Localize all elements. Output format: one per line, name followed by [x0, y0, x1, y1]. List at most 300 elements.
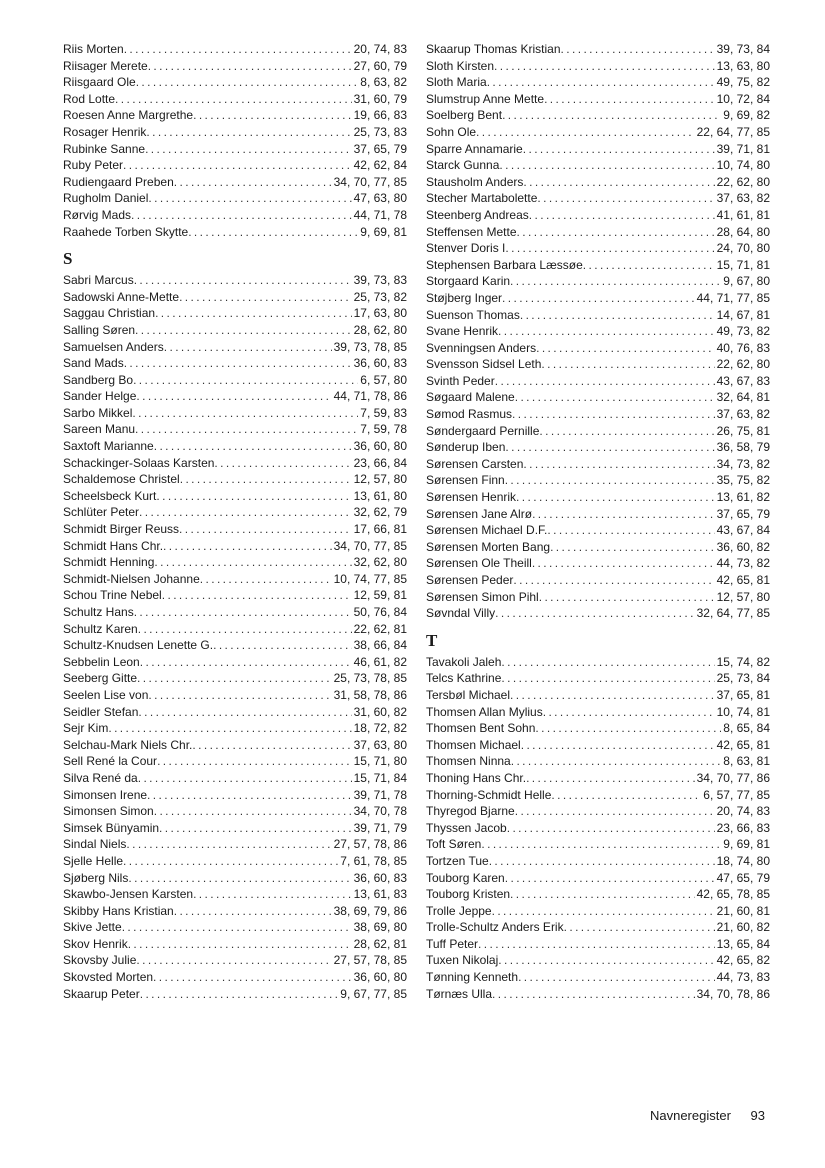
entry-name: Schmidt-Nielsen Johanne — [63, 571, 200, 586]
index-entry — [426, 273, 770, 290]
entry-name: Stenver Doris I — [426, 241, 506, 256]
entry-name: Silva René da — [63, 770, 138, 785]
entry-name: Svinth Peder — [426, 373, 495, 388]
entry-pages: 46, 61, 82 — [353, 654, 407, 669]
index-entry — [63, 207, 407, 224]
leader-dots — [505, 870, 715, 887]
index-entry — [63, 272, 407, 289]
leader-dots — [583, 257, 715, 274]
entry-pages: 15, 71, 81 — [716, 257, 770, 272]
leader-dots — [123, 853, 338, 870]
entry-pages: 40, 76, 83 — [716, 340, 770, 355]
entry-pages: 21, 60, 81 — [716, 903, 770, 918]
entry-name: Sørensen Morten Bang — [426, 539, 551, 554]
entry-pages: 28, 64, 80 — [716, 224, 770, 239]
entry-pages: 39, 73, 84 — [716, 42, 770, 56]
leader-dots — [536, 340, 715, 357]
entry-pages: 15, 74, 82 — [716, 654, 770, 669]
entry-name: Rudiengaard Preben — [63, 174, 174, 189]
entry-name: Steenberg Andreas — [426, 207, 529, 222]
entry-name: Slumstrup Anne Mette — [426, 91, 545, 106]
index-entry — [426, 323, 770, 340]
entry-name: Sørensen Michael D.F. — [426, 523, 548, 538]
index-entry — [63, 587, 407, 604]
leader-dots — [128, 936, 352, 953]
entry-name: Simsek Bünyamin — [63, 820, 160, 835]
index-entry — [63, 903, 407, 920]
entry-pages: 42, 65, 82 — [716, 953, 770, 968]
leader-dots — [532, 506, 715, 523]
entry-name: Schultz-Knudsen Lenette G. — [63, 638, 214, 653]
leader-dots — [523, 174, 714, 191]
index-entry — [426, 373, 770, 390]
entry-pages: 36, 60, 80 — [353, 439, 407, 454]
entry-name: Sloth Maria — [426, 75, 487, 90]
page-number: 93 — [750, 1108, 765, 1123]
entry-pages: 50, 76, 84 — [353, 605, 407, 619]
leader-dots — [498, 952, 714, 969]
index-entry — [63, 637, 407, 654]
leader-dots — [489, 853, 715, 870]
index-column-left — [63, 41, 407, 1002]
leader-dots — [526, 770, 695, 787]
index-entry — [63, 107, 407, 124]
entry-name: Skov Henrik — [63, 936, 128, 951]
entry-name: Seeberg Gitte — [63, 671, 138, 686]
entry-pages: 34, 70, 77, 86 — [696, 770, 770, 785]
leader-dots — [516, 489, 715, 506]
entry-pages: 25, 73, 84 — [716, 671, 770, 686]
index-entry — [426, 389, 770, 406]
entry-pages: 42, 65, 81 — [716, 737, 770, 752]
leader-dots — [487, 74, 715, 91]
entry-pages: 9, 67, 80 — [723, 274, 770, 289]
entry-name: Sømod Rasmus — [426, 407, 513, 422]
entry-pages: 37, 63, 82 — [716, 191, 770, 206]
entry-name: Tuxen Nikolaj — [426, 953, 499, 968]
index-entry — [63, 224, 407, 241]
index-entry — [63, 820, 407, 837]
entry-name: Skaarup Peter — [63, 986, 140, 1001]
entry-pages: 23, 66, 83 — [716, 820, 770, 835]
index-entry — [426, 753, 770, 770]
index-entry — [426, 406, 770, 423]
entry-name: Rugholm Daniel — [63, 191, 149, 206]
leader-dots — [547, 522, 714, 539]
entry-pages: 8, 63, 82 — [360, 75, 407, 90]
entry-pages: 42, 62, 84 — [353, 158, 407, 173]
entry-name: Trolle-Schultz Anders Erik — [426, 920, 564, 935]
leader-dots — [515, 389, 715, 406]
entry-pages: 39, 73, 78, 85 — [333, 339, 407, 354]
entry-pages: 47, 65, 79 — [716, 870, 770, 885]
leader-dots — [541, 356, 714, 373]
entry-name: Schmidt Birger Reuss — [63, 522, 180, 537]
leader-dots — [140, 986, 339, 1003]
entry-name: Sjelle Helle — [63, 853, 124, 868]
entry-name: Sønderup Iben — [426, 440, 506, 455]
entry-name: Søndergaard Pernille — [426, 423, 540, 438]
entry-pages: 15, 71, 84 — [353, 770, 407, 785]
entry-pages: 27, 60, 79 — [353, 58, 407, 73]
entry-pages: 31, 60, 79 — [353, 91, 407, 106]
entry-pages: 47, 63, 80 — [353, 191, 407, 206]
index-entry — [426, 240, 770, 257]
entry-name: Touborg Karen — [426, 870, 505, 885]
leader-dots — [138, 621, 352, 638]
entry-name: Støjberg Inger — [426, 290, 503, 305]
index-entry — [63, 787, 407, 804]
index-entry — [426, 870, 770, 887]
index-entry — [63, 803, 407, 820]
entry-name: Raahede Torben Skytte — [63, 224, 189, 239]
entry-name: Thomsen Ninna — [426, 754, 511, 769]
index-entry — [426, 257, 770, 274]
index-entry — [63, 372, 407, 389]
index-entry — [63, 305, 407, 322]
entry-name: Rosager Henrik — [63, 124, 147, 139]
entry-name: Svensson Sidsel Leth — [426, 357, 542, 372]
leader-dots — [139, 504, 352, 521]
index-entry — [63, 853, 407, 870]
entry-pages: 37, 65, 79 — [353, 141, 407, 156]
entry-name: Schaldemose Christel — [63, 472, 180, 487]
leader-dots — [561, 41, 715, 58]
entry-name: Seidler Stefan — [63, 704, 139, 719]
leader-dots — [157, 753, 352, 770]
index-entry — [426, 589, 770, 606]
index-entry — [63, 174, 407, 191]
entry-pages: 10, 72, 84 — [716, 91, 770, 106]
entry-name: Tortzen Tue — [426, 853, 489, 868]
entry-pages: 34, 70, 78 — [353, 804, 407, 819]
leader-dots — [539, 589, 715, 606]
entry-pages: 22, 62, 80 — [716, 174, 770, 189]
index-entry — [426, 124, 770, 141]
entry-pages: 25, 73, 78, 85 — [333, 671, 407, 686]
leader-dots — [154, 803, 352, 820]
entry-name: Tavakoli Jaleh — [426, 654, 502, 669]
entry-pages: 8, 63, 81 — [723, 754, 770, 769]
leader-dots — [140, 654, 352, 671]
index-entry — [426, 986, 770, 1003]
entry-pages: 37, 65, 79 — [716, 506, 770, 521]
entry-name: Tersbøl Michael — [426, 687, 511, 702]
index-entry — [426, 605, 770, 622]
entry-pages: 34, 73, 82 — [716, 456, 770, 471]
index-entry — [426, 687, 770, 704]
entry-name: Sell René la Cour — [63, 754, 158, 769]
entry-pages: 17, 66, 81 — [353, 522, 407, 537]
index-entry — [63, 720, 407, 737]
leader-dots — [481, 836, 721, 853]
leader-dots — [499, 157, 714, 174]
entry-name: Tørnæs Ulla — [426, 986, 493, 1001]
entry-pages: 14, 67, 81 — [716, 307, 770, 322]
entry-name: Sandberg Bo — [63, 372, 134, 387]
entry-name: Schmidt Henning — [63, 555, 155, 570]
index-entry — [426, 522, 770, 539]
leader-dots — [148, 190, 351, 207]
index-entry — [63, 870, 407, 887]
index-entry — [63, 124, 407, 141]
leader-dots — [155, 305, 352, 322]
leader-dots — [478, 936, 715, 953]
entry-name: Stecher Martabolette — [426, 191, 538, 206]
leader-dots — [505, 472, 715, 489]
index-entry — [426, 919, 770, 936]
entry-pages: 32, 64, 81 — [716, 390, 770, 405]
entry-name: Sørensen Peder — [426, 573, 514, 587]
entry-name: Samuelsen Anders — [63, 339, 164, 354]
index-entry — [426, 58, 770, 75]
index-entry — [63, 969, 407, 986]
entry-pages: 37, 63, 82 — [716, 407, 770, 422]
entry-name: Thoning Hans Chr. — [426, 770, 527, 785]
entry-pages: 38, 66, 84 — [353, 638, 407, 653]
entry-pages: 10, 74, 80 — [716, 158, 770, 173]
entry-pages: 27, 57, 78, 85 — [333, 953, 407, 968]
leader-dots — [192, 737, 351, 754]
entry-pages: 39, 71, 81 — [716, 141, 770, 156]
entry-pages: 9, 69, 81 — [723, 837, 770, 852]
index-entry — [426, 803, 770, 820]
entry-name: Selchau-Mark Niels Chr. — [63, 737, 193, 752]
index-entry — [63, 621, 407, 638]
index-entry — [63, 339, 407, 356]
entry-name: Telcs Kathrine — [426, 671, 502, 686]
index-entry — [63, 355, 407, 372]
leader-dots — [492, 903, 715, 920]
entry-pages: 25, 73, 83 — [353, 124, 407, 139]
index-entry — [63, 554, 407, 571]
index-entry — [63, 538, 407, 555]
index-entry — [426, 141, 770, 158]
leader-dots — [132, 405, 358, 422]
leader-dots — [179, 289, 352, 306]
entry-name: Simonsen Simon — [63, 804, 154, 819]
entry-name: Riisgaard Ole — [63, 75, 136, 90]
entry-pages: 28, 62, 80 — [353, 322, 407, 337]
entry-name: Sparre Annamarie — [426, 141, 523, 156]
index-entry — [426, 654, 770, 671]
index-entry — [63, 74, 407, 91]
leader-dots — [154, 438, 352, 455]
entry-pages: 34, 70, 77, 85 — [333, 174, 407, 189]
leader-dots — [108, 720, 351, 737]
entry-name: Stausholm Anders — [426, 174, 524, 189]
entry-pages: 27, 57, 78, 86 — [333, 837, 407, 852]
entry-pages: 44, 73, 83 — [716, 970, 770, 985]
entry-name: Skovsby Julie — [63, 953, 137, 968]
leader-dots — [523, 141, 715, 158]
entry-name: Sejr Kim — [63, 721, 109, 736]
entry-pages: 18, 72, 82 — [353, 721, 407, 736]
entry-pages: 36, 60, 83 — [353, 870, 407, 885]
leader-dots — [147, 787, 352, 804]
entry-name: Skaarup Thomas Kristian — [426, 42, 561, 56]
entry-name: Sørensen Finn — [426, 473, 505, 488]
entry-pages: 8, 65, 84 — [723, 721, 770, 736]
index-entry — [63, 654, 407, 671]
entry-pages: 6, 57, 77, 85 — [703, 787, 770, 802]
entry-pages: 10, 74, 81 — [716, 704, 770, 719]
entry-pages: 13, 61, 83 — [353, 887, 407, 902]
entry-name: Skovsted Morten — [63, 970, 154, 985]
leader-dots — [174, 903, 332, 920]
leader-dots — [136, 74, 359, 91]
index-entry — [63, 770, 407, 787]
index-entry — [426, 157, 770, 174]
entry-name: Thyregod Bjarne — [426, 804, 515, 819]
entry-name: Sørensen Ole Theill — [426, 556, 532, 571]
entry-pages: 39, 73, 83 — [353, 273, 407, 288]
leader-dots — [535, 720, 721, 737]
leader-dots — [501, 670, 714, 687]
entry-pages: 36, 58, 79 — [716, 440, 770, 455]
leader-dots — [145, 141, 352, 158]
leader-dots — [498, 323, 715, 340]
entry-pages: 19, 66, 83 — [353, 108, 407, 123]
entry-pages: 37, 65, 81 — [716, 687, 770, 702]
entry-pages: 13, 63, 80 — [716, 58, 770, 73]
index-entry — [63, 604, 407, 621]
leader-dots — [134, 272, 352, 289]
entry-name: Steffensen Mette — [426, 224, 517, 239]
entry-name: Thorning-Schmidt Helle — [426, 787, 552, 802]
entry-pages: 31, 60, 82 — [353, 704, 407, 719]
entry-name: Sørensen Carsten — [426, 456, 524, 471]
index-entry — [63, 289, 407, 306]
entry-pages: 24, 70, 80 — [716, 241, 770, 256]
index-entry — [63, 322, 407, 339]
leader-dots — [505, 240, 714, 257]
index-entry — [63, 141, 407, 158]
leader-dots — [518, 969, 715, 986]
entry-name: Schmidt Hans Chr. — [63, 538, 164, 553]
entry-name: Sloth Kirsten — [426, 58, 495, 73]
entry-name: Trolle Jeppe — [426, 903, 492, 918]
index-entry — [426, 224, 770, 241]
entry-pages: 7, 59, 83 — [360, 405, 407, 420]
entry-name: Skive Jette — [63, 920, 122, 935]
entry-name: Schultz Karen — [63, 621, 138, 636]
leader-dots — [492, 986, 695, 1003]
index-entry — [63, 704, 407, 721]
leader-dots — [174, 174, 332, 191]
entry-pages: 34, 70, 78, 86 — [696, 986, 770, 1001]
leader-dots — [138, 770, 352, 787]
entry-pages: 12, 57, 80 — [716, 589, 770, 604]
index-entry — [63, 157, 407, 174]
entry-name: Thomsen Michael — [426, 737, 521, 752]
leader-dots — [510, 886, 695, 903]
index-entry — [63, 886, 407, 903]
index-entry — [426, 886, 770, 903]
leader-dots — [122, 919, 352, 936]
entry-name: Simonsen Irene — [63, 787, 148, 802]
entry-pages: 9, 69, 82 — [723, 108, 770, 123]
leader-dots — [510, 273, 721, 290]
leader-dots — [502, 290, 695, 307]
section-letter-header: T — [426, 630, 438, 650]
index-entry — [426, 41, 770, 58]
leader-dots — [551, 787, 701, 804]
leader-dots — [163, 538, 332, 555]
index-entry — [63, 936, 407, 953]
index-entry — [63, 986, 407, 1003]
index-entry — [63, 41, 407, 58]
entry-pages: 10, 74, 77, 85 — [333, 571, 407, 586]
entry-pages: 22, 62, 80 — [716, 357, 770, 372]
entry-pages: 22, 62, 81 — [353, 621, 407, 636]
leader-dots — [136, 952, 331, 969]
entry-pages: 9, 67, 77, 85 — [340, 986, 407, 1001]
index-entry — [426, 307, 770, 324]
index-entry — [426, 704, 770, 721]
entry-name: Sarbo Mikkel — [63, 405, 133, 420]
leader-dots — [146, 124, 351, 141]
entry-pages: 41, 61, 81 — [716, 207, 770, 222]
index-entry — [426, 670, 770, 687]
leader-dots — [137, 670, 332, 687]
entry-pages: 12, 57, 80 — [353, 472, 407, 487]
leader-dots — [135, 421, 358, 438]
leader-dots — [515, 803, 715, 820]
leader-dots — [200, 571, 332, 588]
leader-dots — [164, 339, 332, 356]
entry-name: Salling Søren — [63, 322, 136, 337]
leader-dots — [507, 820, 715, 837]
entry-pages: 9, 69, 81 — [360, 224, 407, 239]
entry-name: Schackinger-Solaas Karsten — [63, 455, 215, 470]
leader-dots — [505, 439, 714, 456]
leader-dots — [564, 919, 715, 936]
leader-dots — [501, 654, 714, 671]
entry-pages: 20, 74, 83 — [353, 42, 407, 56]
entry-name: Rod Lotte — [63, 91, 116, 106]
entry-name: Tønning Kenneth — [426, 970, 519, 985]
entry-name: Sørensen Henrik — [426, 490, 517, 505]
leader-dots — [550, 539, 715, 556]
entry-name: Schou Trine Nebel — [63, 588, 162, 603]
entry-pages: 13, 61, 82 — [716, 490, 770, 505]
entry-name: Touborg Kristen — [426, 887, 511, 902]
index-entry — [426, 456, 770, 473]
leader-dots — [511, 753, 722, 770]
leader-dots — [510, 687, 715, 704]
entry-name: Storgaard Karin — [426, 274, 511, 289]
index-entry — [63, 58, 407, 75]
entry-pages: 7, 61, 78, 85 — [340, 853, 407, 868]
index-entry — [426, 290, 770, 307]
entry-pages: 35, 75, 82 — [716, 473, 770, 488]
index-entry — [426, 74, 770, 91]
entry-name: Toft Søren — [426, 837, 482, 852]
index-entry — [426, 770, 770, 787]
leader-dots — [159, 820, 352, 837]
index-entry — [426, 506, 770, 523]
index-entry — [426, 853, 770, 870]
entry-name: Skibby Hans Kristian — [63, 903, 174, 918]
entry-name: Soelberg Bent — [426, 108, 503, 123]
entry-pages: 36, 60, 80 — [353, 970, 407, 985]
index-entry — [63, 737, 407, 754]
index-entry — [63, 388, 407, 405]
entry-name: Søgaard Malene — [426, 390, 515, 405]
leader-dots — [154, 554, 351, 571]
entry-pages: 49, 75, 82 — [716, 75, 770, 90]
